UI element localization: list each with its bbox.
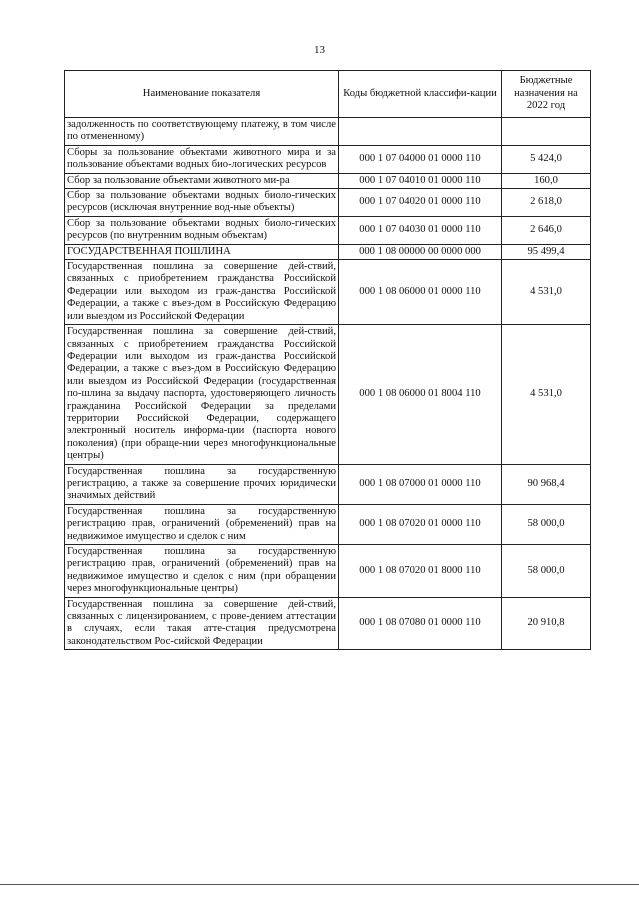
row-name: Государственная пошлина за государственную регистрацию прав, ограничений (обременений) прав на недвижимое имущество и сделок с ним (при обращении через многофункциональные центры): [65, 545, 339, 598]
header-budget-amount: Бюджетные назначения на 2022 год: [502, 71, 591, 118]
row-amount: 2 646,0: [502, 216, 591, 244]
row-amount: 90 968,4: [502, 464, 591, 504]
row-amount: 5 424,0: [502, 145, 591, 173]
row-name: Сбор за пользование объектами животного ми-ра: [65, 173, 339, 188]
row-name: задолженность по соответствующему платежу, в том числе по отмененному): [65, 118, 339, 146]
table-row: [65, 118, 591, 146]
row-code: 000 1 08 07020 01 0000 110: [339, 504, 502, 544]
row-amount: 58 000,0: [502, 504, 591, 544]
row-code: 000 1 07 04020 01 0000 110: [339, 189, 502, 217]
table-row: [65, 260, 591, 325]
table-row: [65, 597, 591, 650]
row-code: 000 1 08 07000 01 0000 110: [339, 464, 502, 504]
row-amount: 4 531,0: [502, 325, 591, 464]
row-name: Сбор за пользование объектами водных биоло-гических ресурсов (по внутренним водным объектам): [65, 216, 339, 244]
header-indicator-name: Наименование показателя: [65, 71, 339, 118]
row-amount: 20 910,8: [502, 597, 591, 650]
row-code: 000 1 08 07080 01 0000 110: [339, 597, 502, 650]
table-row: [65, 325, 591, 464]
row-code: [339, 118, 502, 146]
row-amount: 58 000,0: [502, 545, 591, 598]
row-amount: 95 499,4: [502, 244, 591, 259]
row-name: Сборы за пользование объектами животного мира и за пользование объектами водных био-логических ресурсов: [65, 145, 339, 173]
table-row: [65, 145, 591, 173]
row-amount: 4 531,0: [502, 260, 591, 325]
row-code: 000 1 07 04030 01 0000 110: [339, 216, 502, 244]
row-code: 000 1 07 04000 01 0000 110: [339, 145, 502, 173]
table-row: [65, 545, 591, 598]
row-amount: 160,0: [502, 173, 591, 188]
row-code: 000 1 08 00000 00 0000 000: [339, 244, 502, 259]
table-row: [65, 504, 591, 544]
row-name: Сбор за пользование объектами водных биоло-гических ресурсов (исключая внутренние вод-ные объекты): [65, 189, 339, 217]
page-number: 13: [314, 44, 325, 56]
table-header-row: [65, 71, 591, 118]
row-name: Государственная пошлина за совершение дей-ствий, связанных с приобретением гражданства Российской Федерации или выходом из граж-данства Российской Федерации, а также с въез-дом в Российскую Федерацию или выездом из Российской Федерации (государственная по-шлина за выдачу паспорта, удостоверяющего личность гражданина Российской Федерации за пределами территории Российской Федерации, содержащего электронный носитель информа-ции (паспорта нового поколения) (при обраще-нии через многофункциональные центры): [65, 325, 339, 464]
row-code: 000 1 07 04010 01 0000 110: [339, 173, 502, 188]
table-row: [65, 189, 591, 217]
row-name: Государственная пошлина за совершение дей-ствий, связанных с лицензированием, с прове-дением аттестации в случаях, если такая атте-стация предусмотрена законодательством Рос-сийской Федерации: [65, 597, 339, 650]
page-bottom-divider: [0, 884, 639, 885]
row-amount: [502, 118, 591, 146]
header-classification-codes: Коды бюджетной классифи-кации: [339, 71, 502, 118]
row-code: 000 1 08 07020 01 8000 110: [339, 545, 502, 598]
table-row: [65, 173, 591, 188]
row-name: Государственная пошлина за государственную регистрацию прав, ограничений (обременений) прав на недвижимое имущество и сделок с ним: [65, 504, 339, 544]
row-name: ГОСУДАРСТВЕННАЯ ПОШЛИНА: [65, 244, 339, 259]
table-row: [65, 216, 591, 244]
row-code: 000 1 08 06000 01 0000 110: [339, 260, 502, 325]
row-code: 000 1 08 06000 01 8004 110: [339, 325, 502, 464]
table-row: [65, 244, 591, 259]
budget-table: [64, 70, 591, 650]
row-name: Государственная пошлина за совершение дей-ствий, связанных с приобретением гражданства Российской Федерации или выходом из граж-данства Российской Федерации, а также с въез-дом в Российскую Федерацию или выездом из Российской Федерации: [65, 260, 339, 325]
table-row: [65, 464, 591, 504]
row-amount: 2 618,0: [502, 189, 591, 217]
row-name: Государственная пошлина за государственную регистрацию, а также за совершение прочих юридически значимых действий: [65, 464, 339, 504]
